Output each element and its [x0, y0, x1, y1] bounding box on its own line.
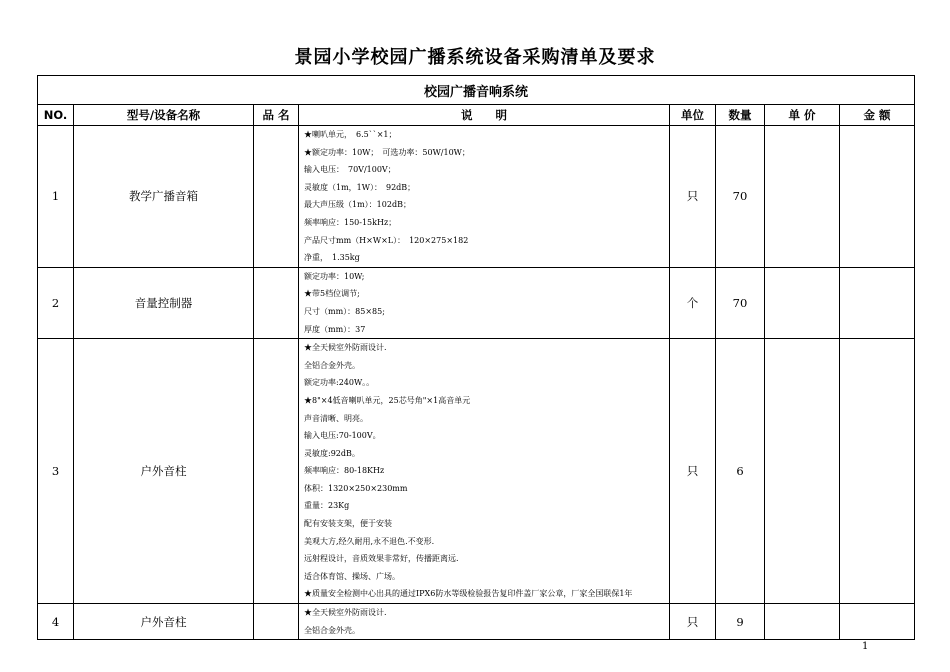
row-qty: 9 — [716, 604, 765, 640]
desc-line: 额定功率：10W; — [304, 271, 365, 281]
row-brand — [254, 604, 299, 640]
desc-line: 输入电压:70-100V。 — [304, 431, 381, 441]
desc-line: 尺寸（mm）：85×85; — [304, 306, 385, 316]
page-number: 1 — [862, 641, 869, 652]
table-row — [38, 267, 915, 338]
row-desc — [299, 126, 670, 268]
procurement-table — [37, 75, 915, 640]
row-no: 3 — [38, 339, 74, 604]
system-row — [38, 76, 915, 105]
row-name: 户外音柱 — [74, 604, 254, 640]
system-name: 校园广播音响系统 — [38, 76, 915, 105]
row-name: 户外音柱 — [74, 339, 254, 604]
desc-line: 输入电压： 70V/100V； — [304, 165, 396, 175]
desc-line: 声音清晰、明亮。 — [304, 413, 368, 423]
row-desc — [299, 339, 670, 604]
row-amount — [840, 126, 915, 268]
row-desc — [299, 604, 670, 640]
desc-line: 频率响应：80-18KHz — [304, 466, 385, 476]
row-brand — [254, 339, 299, 604]
desc-line: 最大声压级（1m）：102dB； — [304, 200, 411, 210]
header-price: 单 价 — [765, 105, 840, 126]
document-title: 景园小学校园广播系统设备采购清单及要求 — [294, 47, 656, 68]
table-body — [38, 126, 915, 640]
header-amount: 金 额 — [840, 105, 915, 126]
header-model: 型号/设备名称 — [74, 105, 254, 126]
desc-line: 全铝合金外壳。 — [304, 360, 360, 370]
row-name: 教学广播音箱 — [74, 126, 254, 268]
desc-line: 频率响应：150-15kHz； — [304, 217, 397, 227]
desc-line: 美观大方,经久耐用,永不退色.不变形. — [304, 536, 435, 546]
row-name: 音量控制器 — [74, 267, 254, 338]
desc-line: 配有安装支架，便于安装 — [304, 519, 392, 529]
table-row — [38, 604, 915, 640]
desc-line: 灵敏度（1m，1W）： 92dB； — [304, 182, 416, 192]
row-brand — [254, 126, 299, 268]
row-qty: 6 — [716, 339, 765, 604]
row-amount — [840, 267, 915, 338]
desc-line: 厚度（mm）：37 — [304, 324, 366, 334]
row-no: 4 — [38, 604, 74, 640]
row-no: 2 — [38, 267, 74, 338]
desc-line: 灵敏度:92dB。 — [304, 448, 360, 458]
row-price — [765, 126, 840, 268]
header-no: NO. — [38, 105, 74, 126]
desc-line: 远射程设计，音质效果非常好，传播距离远. — [304, 554, 459, 564]
row-unit: 只 — [670, 604, 716, 640]
desc-line: ★全天候室外防雨设计. — [304, 608, 387, 618]
row-unit: 个 — [670, 267, 716, 338]
desc-line: ★质量安全检测中心出具的通过IPX6防水等级检验报告复印件盖厂家公章，厂家全国联保1年 — [304, 589, 633, 599]
desc-line: 全铝合金外壳。 — [304, 625, 360, 635]
desc-line: 体积：1320×250×230mm — [304, 483, 408, 493]
desc-line: 额定功率:240W。。 — [304, 378, 375, 388]
desc-line: 产品尺寸mm（H×W×L）： 120×275×182 — [304, 235, 469, 245]
desc-line: 净重， 1.35kg — [304, 253, 360, 263]
table-row — [38, 126, 915, 268]
table-row — [38, 339, 915, 604]
row-desc — [299, 267, 670, 338]
row-price — [765, 339, 840, 604]
desc-line: 适合体育馆、操场、广场。 — [304, 571, 400, 581]
row-amount — [840, 604, 915, 640]
row-unit: 只 — [670, 126, 716, 268]
row-amount — [840, 339, 915, 604]
desc-line: ★喇叭单元， 6.5``×1； — [304, 130, 397, 139]
row-no: 1 — [38, 126, 74, 268]
header-brand: 品 名 — [254, 105, 299, 126]
desc-line: ★额定功率：10W； 可选功率：50W/10W； — [304, 147, 470, 157]
row-qty: 70 — [716, 126, 765, 268]
desc-line: ★带5档位调节; — [304, 289, 360, 299]
row-price — [765, 267, 840, 338]
desc-line: 重量：23Kg — [304, 501, 350, 511]
row-unit: 只 — [670, 339, 716, 604]
desc-line: ★全天候室外防雨设计. — [304, 343, 387, 353]
header-desc: 说 明 — [299, 105, 670, 126]
row-qty: 70 — [716, 267, 765, 338]
header-qty: 数量 — [716, 105, 765, 126]
desc-line: ★8"×4低音喇叭单元，25芯号角"×1高音单元 — [304, 395, 471, 405]
row-brand — [254, 267, 299, 338]
header-row — [38, 105, 915, 126]
header-unit: 单位 — [670, 105, 716, 126]
row-price — [765, 604, 840, 640]
